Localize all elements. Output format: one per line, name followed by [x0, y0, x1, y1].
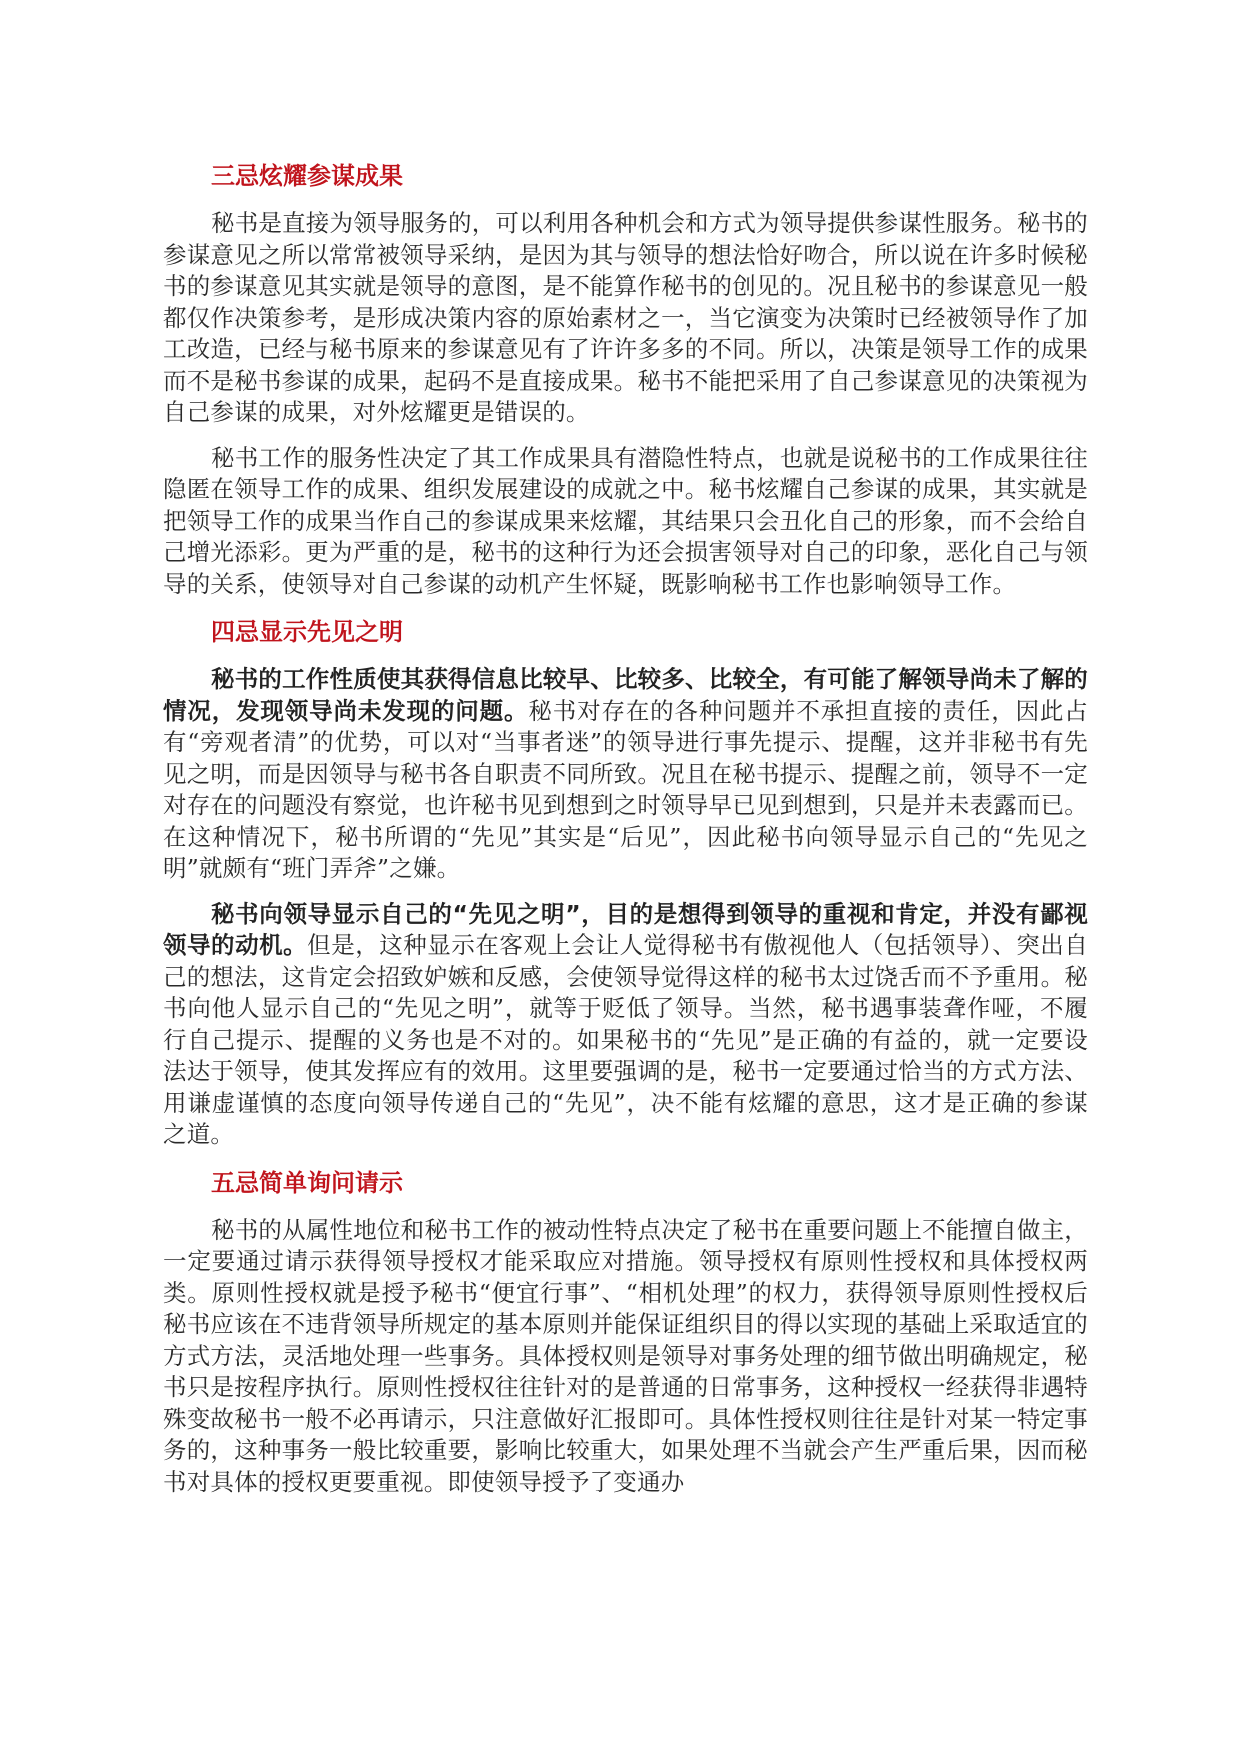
paragraph-lead: 秘书的工作性质使其获得信息比较早、比较多、比较全，有可能了解领导尚未了解的情况，发现领导尚未发现的问题。	[163, 665, 1088, 725]
paragraph	[163, 1215, 1088, 1499]
paragraph-text: 秘书对存在的各种问题并不承担直接的责任，因此占有“旁观者清”的优势，可以对“当事者迷”的领导进行事先提示、提醒，这并非秘书有先见之明，而是因领导与秘书各自职责不同所致。况且在秘书提示、提醒之前，领导不一定对存在的问题没有察觉，也许秘书见到想到之时领导早已见到想到，只是并未表露而已。在这种情况下，秘书所谓的“先见”其实是“后见”，因此秘书向领导显示自己的“先见之明”就颇有“班门弄斧”之嫌。	[163, 696, 1088, 882]
paragraph-text: 秘书工作的服务性决定了其工作成果具有潜隐性特点，也就是说秘书的工作成果往往隐匿在领导工作的成果、组织发展建设的成就之中。秘书炫耀自己参谋的成果，其实就是把领导工作的成果当作自己的参谋成果来炫耀，其结果只会丑化自己的形象，而不会给自己增光添彩。更为严重的是，秘书的这种行为还会损害领导对自己的印象，恶化自己与领导的关系，使领导对自己参谋的动机产生怀疑，既影响秘书工作也影响领导工作。	[163, 443, 1088, 598]
section-five	[163, 1165, 1088, 1499]
paragraph	[163, 443, 1088, 601]
section-heading: 四忌显示先见之明	[211, 618, 403, 646]
paragraph-text: 秘书的从属性地位和秘书工作的被动性特点决定了秘书在重要问题上不能擅自做主，一定要通过请示获得领导授权才能采取应对措施。领导授权有原则性授权和具体授权两类。原则性授权就是授予秘书“便宜行事”、“相机处理”的权力，获得领导原则性授权后秘书应该在不违背领导所规定的基本原则并能保证组织目的得以实现的基础上采取适宜的方式方法，灵活地处理一些事务。具体授权则是领导对事务处理的细节做出明确规定，秘书只是按程序执行。原则性授权往往针对的是普通的日常事务，这种授权一经获得非遇特殊变故秘书一般不必再请示，只注意做好汇报即可。具体性授权则往往是针对某一特定事务的，这种事务一般比较重要，影响比较重大，如果处理不当就会产生严重后果，因而秘书对具体的授权更要重视。即使领导授予了变通办	[163, 1215, 1088, 1496]
paragraph	[163, 208, 1088, 429]
paragraph-lead: 秘书向领导显示自己的“先见之明”，目的是想得到领导的重视和肯定，并没有鄙视领导的动机。	[163, 899, 1088, 959]
paragraph	[163, 899, 1088, 1151]
section-heading: 三忌炫耀参谋成果	[211, 162, 403, 190]
section-heading: 五忌简单询问请示	[211, 1168, 403, 1197]
paragraph-text: 秘书是直接为领导服务的，可以利用各种机会和方式为领导提供参谋性服务。秘书的参谋意见之所以常常被领导采纳，是因为其与领导的想法恰好吻合，所以说在许多时候秘书的参谋意见其实就是领导的意图，是不能算作秘书的创见的。况且秘书的参谋意见一般都仅作决策参考，是形成决策内容的原始素材之一，当它演变为决策时已经被领导作了加工改造，已经与秘书原来的参谋意见有了许许多多的不同。所以，决策是领导工作的成果而不是秘书参谋的成果，起码不是直接成果。秘书不能把采用了自己参谋意见的决策视为自己参谋的成果，对外炫耀更是错误的。	[163, 209, 1088, 426]
section-four	[163, 614, 1088, 1151]
paragraph	[163, 664, 1088, 885]
paragraph-text: 但是，这种显示在客观上会让人觉得秘书有傲视他人（包括领导）、突出自己的想法，这肯定会招致妒嫉和反感，会使领导觉得这样的秘书太过饶舌而不予重用。秘书向他人显示自己的“先见之明”，就等于贬低了领导。当然，秘书遇事装聋作哑，不履行自己提示、提醒的义务也是不对的。如果秘书的“先见”是正确的有益的，就一定要设法达于领导，使其发挥应有的效用。这里要强调的是，秘书一定要通过恰当的方式方法、用谦虚谨慎的态度向领导传递自己的“先见”，决不能有炫耀的意思，这才是正确的参谋之道。	[163, 931, 1088, 1148]
section-three	[163, 158, 1088, 600]
